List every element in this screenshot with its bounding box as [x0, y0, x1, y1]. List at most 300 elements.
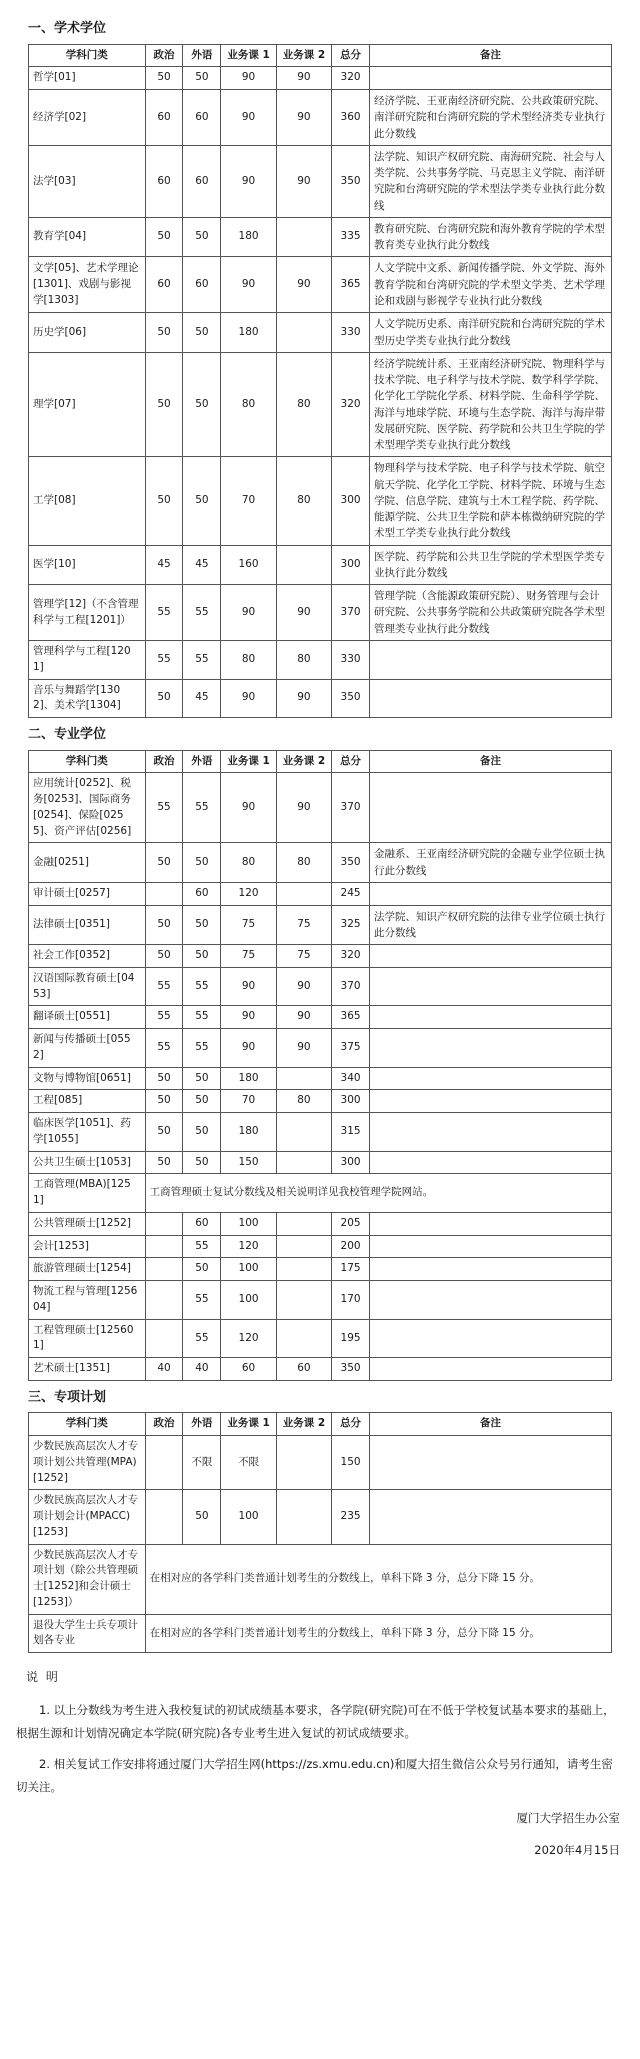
- merged-note-cell: 工商管理硕士复试分数线及相关说明详见我校管理学院网站。: [145, 1174, 611, 1213]
- score-cell: [145, 1319, 183, 1358]
- table-row: [29, 882, 612, 905]
- subject-cell: 哲学[01]: [29, 67, 146, 90]
- score-cell: 55: [183, 1029, 221, 1068]
- table-row: [29, 1151, 612, 1174]
- score-cell: 370: [332, 967, 370, 1006]
- note-cell: [370, 1281, 612, 1320]
- score-cell: 320: [332, 352, 370, 457]
- score-cell: [145, 1436, 183, 1490]
- score-cell: 50: [145, 217, 183, 257]
- score-cell: 50: [145, 945, 183, 968]
- subject-cell: 汉语国际教育硕士[0453]: [29, 967, 146, 1006]
- score-cell: 335: [332, 217, 370, 257]
- score-cell: 50: [183, 217, 221, 257]
- score-cell: [276, 1281, 331, 1320]
- column-header: 外语: [183, 750, 221, 773]
- table-row: [29, 1174, 612, 1213]
- subject-cell: 工程管理硕士[125601]: [29, 1319, 146, 1358]
- note-cell: [370, 1490, 612, 1544]
- subject-cell: 经济学[02]: [29, 90, 146, 146]
- subject-cell: 文学[05]、艺术学理论[1301]、戏剧与影视学[1303]: [29, 257, 146, 313]
- score-cell: 205: [332, 1212, 370, 1235]
- score-cell: 170: [332, 1281, 370, 1320]
- note-cell: 经济学院统计系、王亚南经济研究院、物理科学与技术学院、电子科学与技术学院、数学科学学院、化学化工学院化学系、材料学院、生命科学学院、海洋与地球学院、环境与生态学院、海洋与海岸带发展研究院、医学院、药学院和公共卫生学院的学术型理学类专业执行此分数线: [370, 352, 612, 457]
- score-cell: 120: [221, 1319, 276, 1358]
- table-row: [29, 352, 612, 457]
- score-cell: 50: [183, 1258, 221, 1281]
- merged-note-cell: 在相对应的各学科门类普通计划考生的分数线上，单科下降 3 分，总分下降 15 分。: [145, 1614, 611, 1653]
- note-cell: [370, 1319, 612, 1358]
- score-cell: 90: [276, 679, 331, 718]
- subject-cell: 医学[10]: [29, 545, 146, 585]
- note-cell: [370, 67, 612, 90]
- score-cell: 300: [332, 457, 370, 545]
- subject-cell: 法律硕士[0351]: [29, 905, 146, 945]
- score-cell: 90: [276, 67, 331, 90]
- score-cell: 370: [332, 585, 370, 641]
- column-header: 外语: [183, 44, 221, 67]
- column-header: 业务课 1: [221, 750, 276, 773]
- score-cell: 325: [332, 905, 370, 945]
- column-header: 备注: [370, 44, 612, 67]
- subject-cell: 旅游管理硕士[1254]: [29, 1258, 146, 1281]
- subject-cell: 少数民族高层次人才专项计划公共管理(MPA)[1252]: [29, 1436, 146, 1490]
- table-row: [29, 545, 612, 585]
- table-row: [29, 905, 612, 945]
- column-header: 总分: [332, 1413, 370, 1436]
- column-header: 学科门类: [29, 1413, 146, 1436]
- score-cell: 50: [145, 67, 183, 90]
- score-cell: 60: [145, 90, 183, 146]
- score-cell: 55: [183, 1235, 221, 1258]
- score-cell: 50: [183, 1151, 221, 1174]
- note-cell: [370, 679, 612, 718]
- score-cell: 55: [183, 1319, 221, 1358]
- score-cell: 60: [183, 882, 221, 905]
- score-cell: 80: [276, 843, 331, 883]
- score-cell: 60: [145, 145, 183, 217]
- table-row: [29, 1490, 612, 1544]
- score-cell: 80: [221, 843, 276, 883]
- score-cell: 55: [183, 773, 221, 843]
- score-cell: 60: [183, 1212, 221, 1235]
- score-cell: 50: [145, 457, 183, 545]
- score-cell: [276, 1235, 331, 1258]
- table-header-row: [29, 750, 612, 773]
- score-cell: 350: [332, 145, 370, 217]
- score-cell: 55: [145, 967, 183, 1006]
- score-cell: 45: [183, 679, 221, 718]
- score-cell: 80: [276, 1090, 331, 1113]
- note-cell: [370, 1212, 612, 1235]
- table-row: [29, 1006, 612, 1029]
- column-header: 总分: [332, 44, 370, 67]
- score-cell: 100: [221, 1490, 276, 1544]
- score-cell: 235: [332, 1490, 370, 1544]
- score-cell: 50: [145, 352, 183, 457]
- score-cell: 90: [276, 90, 331, 146]
- score-cell: 55: [145, 585, 183, 641]
- note-cell: 经济学院、王亚南经济研究院、公共政策研究院、南洋研究院和台湾研究院的学术型经济类专业执行此分数线: [370, 90, 612, 146]
- score-cell: 55: [183, 1281, 221, 1320]
- subject-cell: 公共管理硕士[1252]: [29, 1212, 146, 1235]
- note-cell: [370, 1258, 612, 1281]
- score-cell: 不限: [183, 1436, 221, 1490]
- column-header: 备注: [370, 1413, 612, 1436]
- score-cell: 320: [332, 67, 370, 90]
- subject-cell: 工学[08]: [29, 457, 146, 545]
- note-paragraph-1: 1. 以上分数线为考生进入我校复试的初试成绩基本要求，各学院(研究院)可在不低于学校复试基本要求的基础上，根据生源和计划情况确定本学院(研究院)各专业考生进入复试的初试成绩要求。: [16, 1703, 615, 1741]
- score-cell: [145, 1212, 183, 1235]
- section-title: 三、专项计划: [28, 1389, 107, 1405]
- score-cell: [276, 1067, 331, 1090]
- table-row: [29, 1258, 612, 1281]
- score-cell: [276, 313, 331, 353]
- note-cell: 金融系、王亚南经济研究院的金融专业学位硕士执行此分数线: [370, 843, 612, 883]
- score-cell: 200: [332, 1235, 370, 1258]
- table-row: [29, 1614, 612, 1653]
- note-cell: [370, 1067, 612, 1090]
- note-paragraph-2: 2. 相关复试工作安排将通过厦门大学招生网(https://zs.xmu.edu.cn)和厦大招生微信公众号另行通知，请考生密切关注。: [16, 1757, 613, 1795]
- score-cell: 90: [221, 1006, 276, 1029]
- subject-cell: 文物与博物馆[0651]: [29, 1067, 146, 1090]
- table-row: [29, 1544, 612, 1614]
- subject-cell: 公共卫生硕士[1053]: [29, 1151, 146, 1174]
- score-cell: 150: [332, 1436, 370, 1490]
- score-cell: 55: [145, 1029, 183, 1068]
- sections-container: [0, 20, 640, 1653]
- score-table: [28, 44, 612, 718]
- score-cell: 50: [145, 843, 183, 883]
- score-cell: [276, 217, 331, 257]
- subject-cell: 社会工作[0352]: [29, 945, 146, 968]
- table-row: [29, 67, 612, 90]
- score-cell: 50: [183, 843, 221, 883]
- table-row: [29, 773, 612, 843]
- subject-cell: 退役大学生士兵专项计划各专业: [29, 1614, 146, 1653]
- score-cell: 245: [332, 882, 370, 905]
- score-cell: 50: [145, 905, 183, 945]
- score-cell: 60: [183, 90, 221, 146]
- score-cell: 60: [183, 257, 221, 313]
- score-cell: 75: [221, 945, 276, 968]
- subject-cell: 翻译硕士[0551]: [29, 1006, 146, 1029]
- merged-note-cell: 在相对应的各学科门类普通计划考生的分数线上，单科下降 3 分，总分下降 15 分。: [145, 1544, 611, 1614]
- score-cell: 80: [276, 457, 331, 545]
- column-header: 业务课 2: [276, 44, 331, 67]
- score-cell: 90: [276, 1006, 331, 1029]
- subject-cell: 工商管理(MBA)[1251]: [29, 1174, 146, 1213]
- signature: 厦门大学招生办公室: [516, 1811, 620, 1826]
- subject-cell: 理学[07]: [29, 352, 146, 457]
- table-row: [29, 217, 612, 257]
- column-header: 业务课 1: [221, 44, 276, 67]
- subject-cell: 金融[0251]: [29, 843, 146, 883]
- score-cell: 80: [276, 641, 331, 680]
- score-cell: 80: [221, 352, 276, 457]
- score-cell: 75: [276, 905, 331, 945]
- score-cell: 90: [221, 967, 276, 1006]
- notes-heading: 说 明: [26, 1670, 60, 1685]
- score-cell: [276, 1113, 331, 1152]
- score-cell: [276, 1212, 331, 1235]
- subject-cell: 教育学[04]: [29, 217, 146, 257]
- note-cell: [370, 945, 612, 968]
- table-row: [29, 843, 612, 883]
- table-row: [29, 1281, 612, 1320]
- note-cell: [370, 1151, 612, 1174]
- subject-cell: 音乐与舞蹈学[1302]、美术学[1304]: [29, 679, 146, 718]
- score-cell: 100: [221, 1258, 276, 1281]
- score-cell: 300: [332, 1090, 370, 1113]
- subject-cell: 应用统计[0252]、税务[0253]、国际商务[0254]、保险[0255]、资产评估[0256]: [29, 773, 146, 843]
- score-table: [28, 750, 612, 1381]
- subject-cell: 艺术硕士[1351]: [29, 1358, 146, 1381]
- subject-cell: 工程[085]: [29, 1090, 146, 1113]
- score-cell: [276, 1436, 331, 1490]
- score-cell: 50: [145, 679, 183, 718]
- score-cell: 350: [332, 1358, 370, 1381]
- column-header: 业务课 2: [276, 1413, 331, 1436]
- score-cell: 365: [332, 257, 370, 313]
- table-row: [29, 1029, 612, 1068]
- score-cell: 60: [183, 145, 221, 217]
- note-cell: 法学院、知识产权研究院的法律专业学位硕士执行此分数线: [370, 905, 612, 945]
- score-cell: 55: [145, 641, 183, 680]
- subject-cell: 少数民族高层次人才专项计划（除公共管理硕士[1252]和会计硕士[1253]）: [29, 1544, 146, 1614]
- subject-cell: 历史学[06]: [29, 313, 146, 353]
- column-header: 政治: [145, 1413, 183, 1436]
- note-cell: [370, 1358, 612, 1381]
- score-cell: 195: [332, 1319, 370, 1358]
- note-cell: [370, 1235, 612, 1258]
- table-row: [29, 1319, 612, 1358]
- score-cell: 50: [183, 313, 221, 353]
- subject-cell: 会计[1253]: [29, 1235, 146, 1258]
- table-row: [29, 145, 612, 217]
- score-cell: 50: [145, 1090, 183, 1113]
- table-row: [29, 1358, 612, 1381]
- column-header: 政治: [145, 750, 183, 773]
- score-cell: 50: [145, 1151, 183, 1174]
- table-row: [29, 679, 612, 718]
- note-cell: [370, 967, 612, 1006]
- table-row: [29, 641, 612, 680]
- table-row: [29, 257, 612, 313]
- subject-cell: 物流工程与管理[125604]: [29, 1281, 146, 1320]
- score-table: [28, 1412, 612, 1653]
- score-cell: 70: [221, 457, 276, 545]
- column-header: 备注: [370, 750, 612, 773]
- score-cell: 不限: [221, 1436, 276, 1490]
- score-cell: 55: [145, 1006, 183, 1029]
- score-cell: 90: [221, 90, 276, 146]
- score-cell: [276, 882, 331, 905]
- score-cell: 90: [276, 967, 331, 1006]
- score-cell: 160: [221, 545, 276, 585]
- score-cell: [145, 1490, 183, 1544]
- score-cell: 315: [332, 1113, 370, 1152]
- score-cell: 60: [145, 257, 183, 313]
- score-cell: 300: [332, 545, 370, 585]
- table-row: [29, 1090, 612, 1113]
- note-cell: 人文学院中文系、新闻传播学院、外文学院、海外教育学院和台湾研究院的学术型文学类、艺术学理论和戏剧与影视学专业执行此分数线: [370, 257, 612, 313]
- note-cell: 法学院、知识产权研究院、南海研究院、社会与人类学院、公共事务学院、马克思主义学院、南洋研究院和台湾研究院的学术型法学类专业执行此分数线: [370, 145, 612, 217]
- score-cell: 90: [221, 1029, 276, 1068]
- score-cell: 80: [221, 641, 276, 680]
- column-header: 学科门类: [29, 44, 146, 67]
- column-header: 外语: [183, 1413, 221, 1436]
- score-cell: 50: [145, 1113, 183, 1152]
- score-cell: 180: [221, 1067, 276, 1090]
- score-cell: 175: [332, 1258, 370, 1281]
- score-cell: 40: [183, 1358, 221, 1381]
- notes-block: [16, 1665, 624, 1799]
- score-cell: 45: [183, 545, 221, 585]
- note-cell: 人文学院历史系、南洋研究院和台湾研究院的学术型历史学类专业执行此分数线: [370, 313, 612, 353]
- score-cell: 90: [276, 773, 331, 843]
- score-cell: [145, 1235, 183, 1258]
- score-cell: 50: [183, 1090, 221, 1113]
- score-cell: 90: [221, 257, 276, 313]
- score-cell: 50: [183, 1490, 221, 1544]
- score-cell: [276, 1490, 331, 1544]
- score-cell: 50: [183, 905, 221, 945]
- score-cell: 50: [145, 313, 183, 353]
- score-cell: 375: [332, 1029, 370, 1068]
- score-cell: 120: [221, 1235, 276, 1258]
- score-cell: 60: [276, 1358, 331, 1381]
- note-cell: [370, 1029, 612, 1068]
- score-cell: [276, 1151, 331, 1174]
- score-cell: 90: [221, 773, 276, 843]
- score-cell: 45: [145, 545, 183, 585]
- score-cell: 55: [183, 1006, 221, 1029]
- table-row: [29, 313, 612, 353]
- column-header: 业务课 2: [276, 750, 331, 773]
- score-cell: 340: [332, 1067, 370, 1090]
- score-cell: 300: [332, 1151, 370, 1174]
- score-cell: 100: [221, 1281, 276, 1320]
- score-cell: 90: [276, 1029, 331, 1068]
- score-cell: [145, 882, 183, 905]
- subject-cell: 新闻与传播硕士[0552]: [29, 1029, 146, 1068]
- score-cell: 80: [276, 352, 331, 457]
- score-cell: 40: [145, 1358, 183, 1381]
- column-header: 学科门类: [29, 750, 146, 773]
- table-row: [29, 1235, 612, 1258]
- score-cell: 75: [221, 905, 276, 945]
- column-header: 政治: [145, 44, 183, 67]
- score-cell: 75: [276, 945, 331, 968]
- table-row: [29, 945, 612, 968]
- column-header: 业务课 1: [221, 1413, 276, 1436]
- note-cell: [370, 1436, 612, 1490]
- score-cell: 50: [183, 352, 221, 457]
- table-header-row: [29, 1413, 612, 1436]
- publish-date: 2020年4月15日: [534, 1842, 620, 1857]
- score-cell: 55: [183, 641, 221, 680]
- table-row: [29, 1113, 612, 1152]
- table-row: [29, 1067, 612, 1090]
- score-cell: [276, 1258, 331, 1281]
- note-cell: 管理学院（含能源政策研究院）、财务管理与会计研究院、公共事务学院和公共政策研究院各学术型管理类专业执行此分数线: [370, 585, 612, 641]
- score-cell: [145, 1281, 183, 1320]
- score-cell: 50: [183, 945, 221, 968]
- subject-cell: 管理科学与工程[1201]: [29, 641, 146, 680]
- score-cell: 350: [332, 679, 370, 718]
- score-cell: 180: [221, 313, 276, 353]
- score-cell: 150: [221, 1151, 276, 1174]
- note-cell: 医学院、药学院和公共卫生学院的学术型医学类专业执行此分数线: [370, 545, 612, 585]
- score-cell: 50: [183, 1067, 221, 1090]
- note-cell: [370, 882, 612, 905]
- score-cell: 70: [221, 1090, 276, 1113]
- score-cell: 370: [332, 773, 370, 843]
- score-cell: 90: [221, 585, 276, 641]
- note-cell: [370, 1006, 612, 1029]
- score-cell: 330: [332, 313, 370, 353]
- subject-cell: 管理学[12]（不含管理科学与工程[1201]）: [29, 585, 146, 641]
- subject-cell: 临床医学[1051]、药学[1055]: [29, 1113, 146, 1152]
- table-row: [29, 585, 612, 641]
- table-row: [29, 90, 612, 146]
- score-cell: 50: [183, 67, 221, 90]
- score-cell: 320: [332, 945, 370, 968]
- score-cell: 55: [145, 773, 183, 843]
- score-cell: 60: [221, 1358, 276, 1381]
- note-cell: 教育研究院、台湾研究院和海外教育学院的学术型教育类专业执行此分数线: [370, 217, 612, 257]
- section-title: 二、专业学位: [28, 727, 107, 743]
- score-cell: 180: [221, 217, 276, 257]
- subject-cell: 法学[03]: [29, 145, 146, 217]
- score-cell: 90: [276, 145, 331, 217]
- table-row: [29, 967, 612, 1006]
- score-cell: 55: [183, 967, 221, 1006]
- table-row: [29, 1212, 612, 1235]
- score-cell: 50: [183, 457, 221, 545]
- score-cell: 90: [276, 585, 331, 641]
- column-header: 总分: [332, 750, 370, 773]
- document: [0, 20, 640, 1858]
- note-cell: [370, 1090, 612, 1113]
- score-cell: 330: [332, 641, 370, 680]
- score-cell: 350: [332, 843, 370, 883]
- table-row: [29, 457, 612, 545]
- score-cell: 100: [221, 1212, 276, 1235]
- subject-cell: 少数民族高层次人才专项计划会计(MPACC)[1253]: [29, 1490, 146, 1544]
- section-title: 一、学术学位: [28, 21, 107, 36]
- table-row: [29, 1436, 612, 1490]
- score-cell: 90: [276, 257, 331, 313]
- score-cell: [145, 1258, 183, 1281]
- score-cell: 90: [221, 67, 276, 90]
- score-cell: 90: [221, 679, 276, 718]
- score-cell: 365: [332, 1006, 370, 1029]
- score-cell: [276, 545, 331, 585]
- subject-cell: 审计硕士[0257]: [29, 882, 146, 905]
- note-cell: 物理科学与技术学院、电子科学与技术学院、航空航天学院、化学化工学院、材料学院、环境与生态学院、信息学院、建筑与土木工程学院、药学院、能源学院、公共卫生学院和萨本栋微纳研究院的学术型工学类专业执行此分数线: [370, 457, 612, 545]
- table-header-row: [29, 44, 612, 67]
- score-cell: 55: [183, 585, 221, 641]
- score-cell: 90: [221, 145, 276, 217]
- score-cell: 180: [221, 1113, 276, 1152]
- score-cell: 120: [221, 882, 276, 905]
- score-cell: 360: [332, 90, 370, 146]
- note-cell: [370, 773, 612, 843]
- note-cell: [370, 641, 612, 680]
- score-cell: 50: [145, 1067, 183, 1090]
